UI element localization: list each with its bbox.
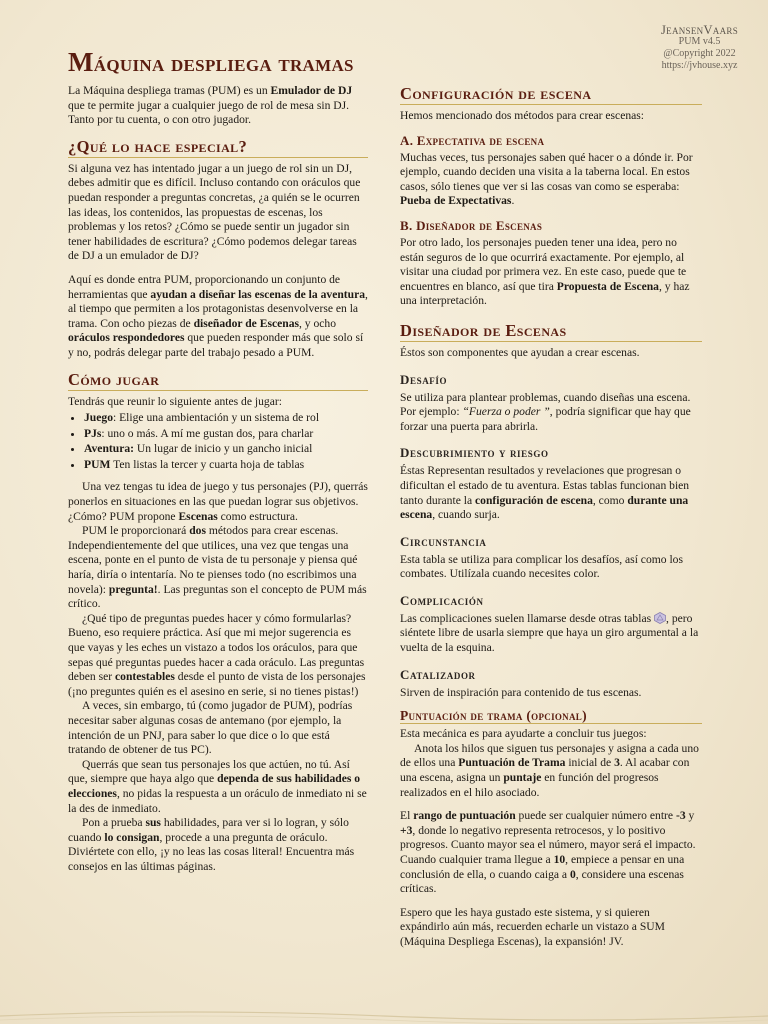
punt-bold: Puntuación de Trama bbox=[458, 756, 566, 770]
list-item-text: : Elige una ambientación y un sistema de rol bbox=[112, 411, 320, 425]
bottom-border-ornament bbox=[0, 994, 768, 1024]
puntuacion-lead: Esta mecánica es para ayudarte a concluir tus juegos: bbox=[400, 727, 647, 741]
especial-bold: diseñador de Escenas bbox=[193, 316, 299, 330]
punt-text: Anota los hilos que siguen tus personajes y asigna a cada uno de ellos una bbox=[400, 741, 699, 770]
punt-text: en función del progresos realizados en el hilo asociado. bbox=[400, 771, 659, 799]
especial-text: que pueden responder más que solo sí y no, podrás delegar parte del trabajo pesado a PUM. bbox=[68, 331, 364, 359]
como-bold: contestables bbox=[115, 670, 175, 684]
como-bold: pregunta! bbox=[108, 582, 158, 596]
left-column bbox=[68, 84, 368, 875]
punt-text: El bbox=[400, 809, 414, 823]
version-label: PUM v4.5 bbox=[678, 36, 721, 47]
right-column bbox=[400, 84, 702, 959]
desc-bold: configuración de escena bbox=[475, 493, 593, 507]
como-text: PUM le proporcionará bbox=[82, 524, 190, 538]
punt-text: inicial de bbox=[565, 756, 615, 770]
punt-bold: +3 bbox=[400, 823, 413, 837]
puntuacion-paragraph-1 bbox=[400, 742, 702, 800]
comp-text: Las complicaciones suelen llamarse desde otras tablas bbox=[400, 611, 655, 625]
punt-bold: rango de puntuación bbox=[413, 809, 516, 823]
list-item-text: Un lugar de inicio y un gancho inicial bbox=[134, 442, 313, 456]
desc-text: Éstas Representan resultados y revelaciones que progresan o dificultan el estado de tu aventura. Estas tablas funcionan bien tanto durante la bbox=[400, 464, 690, 507]
complicacion-heading: Complicación bbox=[400, 592, 484, 608]
como-text: como estructura. bbox=[217, 509, 298, 523]
complicacion-paragraph bbox=[400, 612, 702, 656]
puntuacion-paragraph-3: Espero que les haya gustado este sistema, y si quieren expándirlo aún más, recuerden echarle un vistazo a SUM (Máquina Despliega Escenas), la expansión! JV. bbox=[400, 905, 665, 948]
disenador-heading: Diseñador de Escenas bbox=[400, 321, 702, 342]
requirements-list bbox=[68, 411, 368, 472]
punt-bold: -3 bbox=[675, 809, 686, 823]
config-text: Por otro lado, los personajes pueden tener una idea, pero no están seguros de lo que ocurrirá exactamente. Por ejemplo, al visitar una ciudad por primera vez. En este caso, puede que te encuentres en blanco, así que tira bbox=[400, 235, 687, 293]
list-item-bold: PUM bbox=[84, 457, 111, 471]
intro-bold-1: Emulador de DJ bbox=[270, 84, 353, 97]
como-text: ¿Qué tipo de preguntas puedes hacer y cómo formularlas? Bueno, eso requiere práctica. Así que mi mejor sugerencia es que vayas y les eches un vistazo a todos los oráculos, para que sepas qué preguntas puedes hacer a cada oráculo. Las preguntas deben ser bbox=[68, 611, 365, 684]
punt-text: , donde lo negativo representa retrocesos, y lo positivo progresos. Cuanto mayor sea el número, mayor será el impacto. Cuando cualquier trama llegue a bbox=[400, 823, 696, 866]
como-paragraph-1 bbox=[68, 480, 368, 524]
desc-text: , como bbox=[592, 493, 628, 507]
title-rest: áquina despliega tramas bbox=[93, 50, 354, 77]
especial-paragraph-1: Si alguna vez has intentado jugar a un juego de rol sin un DJ, debes admitir que es difícil. Incluso contando con oráculos que puedan responder a preguntas concretas, ¿a quién se le ocurren las ideas, los contenidos, las propuestas de escenas, los problemas y los retos? ¿Cómo se puede sentir un jugador sin tener habilidades de escritura? ¿Cómo podemos delegar tareas de DJ a un emulador de DJ? bbox=[68, 161, 361, 263]
page-title bbox=[68, 47, 354, 78]
especial-heading: ¿Qué lo hace especial? bbox=[68, 137, 368, 158]
catalizador-heading: Catalizador bbox=[400, 666, 476, 682]
config-lead: Hemos mencionado dos métodos para crear escenas: bbox=[400, 109, 645, 122]
como-text: Pon a prueba bbox=[82, 816, 146, 830]
como-text: Querrás que sean tus personajes los que actúen, no tú. Así que, siempre que haya algo que bbox=[68, 757, 350, 786]
puntuacion-paragraph-2 bbox=[400, 809, 702, 897]
circunstancia-paragraph: Esta tabla se utiliza para complicar los desafíos, así como los combates. Utilízala cuando necesites color. bbox=[400, 552, 683, 581]
disenador-lead: Éstos son componentes que ayudan a crear escenas. bbox=[400, 345, 640, 359]
como-text: , no pidas la respuesta a un oráculo de inmediato ni se la des de inmediato. bbox=[68, 786, 367, 815]
como-lead: Tendrás que reunir lo siguiente antes de jugar: bbox=[68, 394, 282, 408]
como-bold: dependa de sus habilidades o elecciones bbox=[68, 772, 361, 800]
list-item-text: : uno o más. A mí me gustan dos, para charlar bbox=[101, 426, 314, 440]
intro-paragraph bbox=[68, 84, 368, 128]
intro-text-1: La Máquina despliega tramas (PUM) es un bbox=[68, 84, 271, 97]
desafio-text: , podría significar que hay que forzar una puerta para abrirla. bbox=[400, 405, 691, 433]
como-text: desde el punto de vista de los personajes (¡no preguntes quién es el asesino en serie, si no tienes pistas!) bbox=[68, 670, 366, 698]
como-paragraph-2 bbox=[68, 524, 368, 612]
circunstancia-heading: Circunstancia bbox=[400, 533, 487, 549]
punt-text: , empiece a pensar en una conclusión de ella, o cuando caiga a bbox=[400, 853, 685, 881]
desc-text: , cuando surja. bbox=[432, 508, 500, 522]
intro-text-2: que te permite jugar a cualquier juego de rol de mesa sin DJ. Tanto por tu cuenta, o con otro jugador. bbox=[68, 98, 350, 127]
descubrimiento-heading: Descubrimiento y riesgo bbox=[400, 445, 549, 461]
config-text: Muchas veces, tus personajes saben qué hacer o a dónde ir. Por ejemplo, cuando deciden una visita a la taberna local. En estos casos, sólo tienes que ver si las cosas van como se esperaba: bbox=[400, 150, 693, 193]
config-bold: Pueba de Expectativas bbox=[400, 194, 512, 208]
especial-bold: ayudan a diseñar las escenas de la aventura bbox=[150, 287, 366, 301]
title-initial: M bbox=[68, 47, 94, 77]
expectativa-heading: A. Expectativa de escena bbox=[400, 132, 545, 148]
desafio-paragraph bbox=[400, 391, 702, 435]
como-text: Una vez tengas tu idea de juego y tus personajes (PJ), querrás ponerlos en situaciones en las que puedan lograr sus objetivos. ¿Cómo? PUM propone bbox=[68, 480, 368, 523]
como-text: , procede a una pregunta de oráculo. Diviértete con ello, ¡y no leas las cosas literal! Encuentra más consejos en las últimas páginas. bbox=[68, 830, 355, 873]
punt-text: y bbox=[685, 809, 695, 823]
especial-text: , al tiempo que permiten a los protagonistas desenvolverse en la trama. Con ocho piezas de bbox=[68, 287, 368, 330]
list-item bbox=[84, 458, 368, 473]
punt-bold: 10 bbox=[553, 853, 566, 866]
author-name: JeansenVaars bbox=[661, 23, 738, 37]
punt-bold: 3 bbox=[614, 756, 620, 770]
como-bold: dos bbox=[189, 524, 206, 538]
como-bold: Escenas bbox=[178, 509, 218, 523]
especial-bold: oráculos respondedores bbox=[68, 331, 185, 345]
config-text: , y haz una interpretación. bbox=[400, 279, 690, 308]
puntuacion-heading: Puntuación de trama (opcional) bbox=[400, 708, 702, 724]
como-paragraph-6 bbox=[68, 816, 368, 874]
como-text: . Las preguntas son el concepto de PUM más crítico. bbox=[68, 582, 367, 611]
desafio-example: “Fuerza o poder ” bbox=[462, 405, 550, 419]
disenador-b-paragraph bbox=[400, 236, 702, 309]
desafio-heading: Desafío bbox=[400, 371, 448, 387]
descubrimiento-paragraph bbox=[400, 464, 702, 522]
especial-paragraph-2 bbox=[68, 273, 368, 361]
como-text: habilidades, para ver si lo logran, y sólo cuando bbox=[68, 816, 349, 844]
list-item-bold: PJs bbox=[84, 426, 102, 440]
disenador-b-heading: B. Diseñador de Escenas bbox=[400, 217, 543, 233]
especial-text: Aquí es donde entra PUM, proporcionando un conjunto de herramientas que bbox=[68, 272, 341, 301]
desc-bold: durante una escena bbox=[400, 493, 689, 522]
como-paragraph-4: A veces, sin embargo, tú (como jugador de PUM), podrías necesitar saber algunas cosas de antemano (por ejemplo, la intención de un PNJ, para saber lo que dice o lo que está tratando de obtener de tus PC). bbox=[68, 699, 353, 757]
config-heading: Configuración de escena bbox=[400, 84, 702, 105]
list-item-bold: Aventura: bbox=[84, 442, 135, 456]
config-text: . bbox=[511, 194, 515, 208]
punt-bold: 0 bbox=[569, 867, 576, 881]
list-item bbox=[84, 427, 368, 442]
website-link[interactable]: https://jvhouse.xyz bbox=[661, 60, 738, 71]
copyright-label: @Copyright 2022 bbox=[663, 48, 736, 59]
punt-bold: puntaje bbox=[503, 771, 542, 785]
desafio-text: Se utiliza para plantear problemas, cuando diseñas una escena. Por ejemplo: bbox=[400, 390, 691, 419]
credit-block bbox=[661, 24, 738, 72]
como-bold: sus bbox=[145, 816, 161, 830]
como-jugar-heading: Cómo jugar bbox=[68, 370, 368, 391]
list-item-bold: Juego bbox=[84, 411, 113, 425]
especial-text: , y ocho bbox=[299, 316, 337, 330]
expectativa-paragraph bbox=[400, 151, 702, 209]
como-text: métodos para crear escenas. Independientemente del que utilices, una vez que tengas una escena, ponte en el punto de vista de tu personaje y piensa qué haría, diría o intentaría. No te pienses todo (no escribimos una novela): bbox=[68, 524, 358, 596]
punt-text: puede ser cualquier número entre bbox=[515, 809, 676, 823]
punt-text: , considere una escenas críticas. bbox=[400, 867, 684, 896]
list-item bbox=[84, 411, 368, 426]
comp-text: , pero siéntete libre de usarla siempre que haya un giro argumental a la vuelta de la esquina. bbox=[400, 611, 699, 655]
como-paragraph-3 bbox=[68, 612, 368, 700]
catalizador-paragraph: Sirven de inspiración para contenido de tus escenas. bbox=[400, 685, 642, 699]
como-paragraph-5 bbox=[68, 758, 368, 816]
list-item bbox=[84, 442, 368, 457]
dice-icon bbox=[654, 612, 666, 624]
list-item-text: Ten listas la tercer y cuarta hoja de tablas bbox=[110, 457, 305, 471]
config-bold: Propuesta de Escena bbox=[556, 279, 659, 293]
como-bold: lo consigan bbox=[104, 830, 160, 844]
punt-text: . Al acabar con una escena, asigna un bbox=[400, 756, 690, 785]
